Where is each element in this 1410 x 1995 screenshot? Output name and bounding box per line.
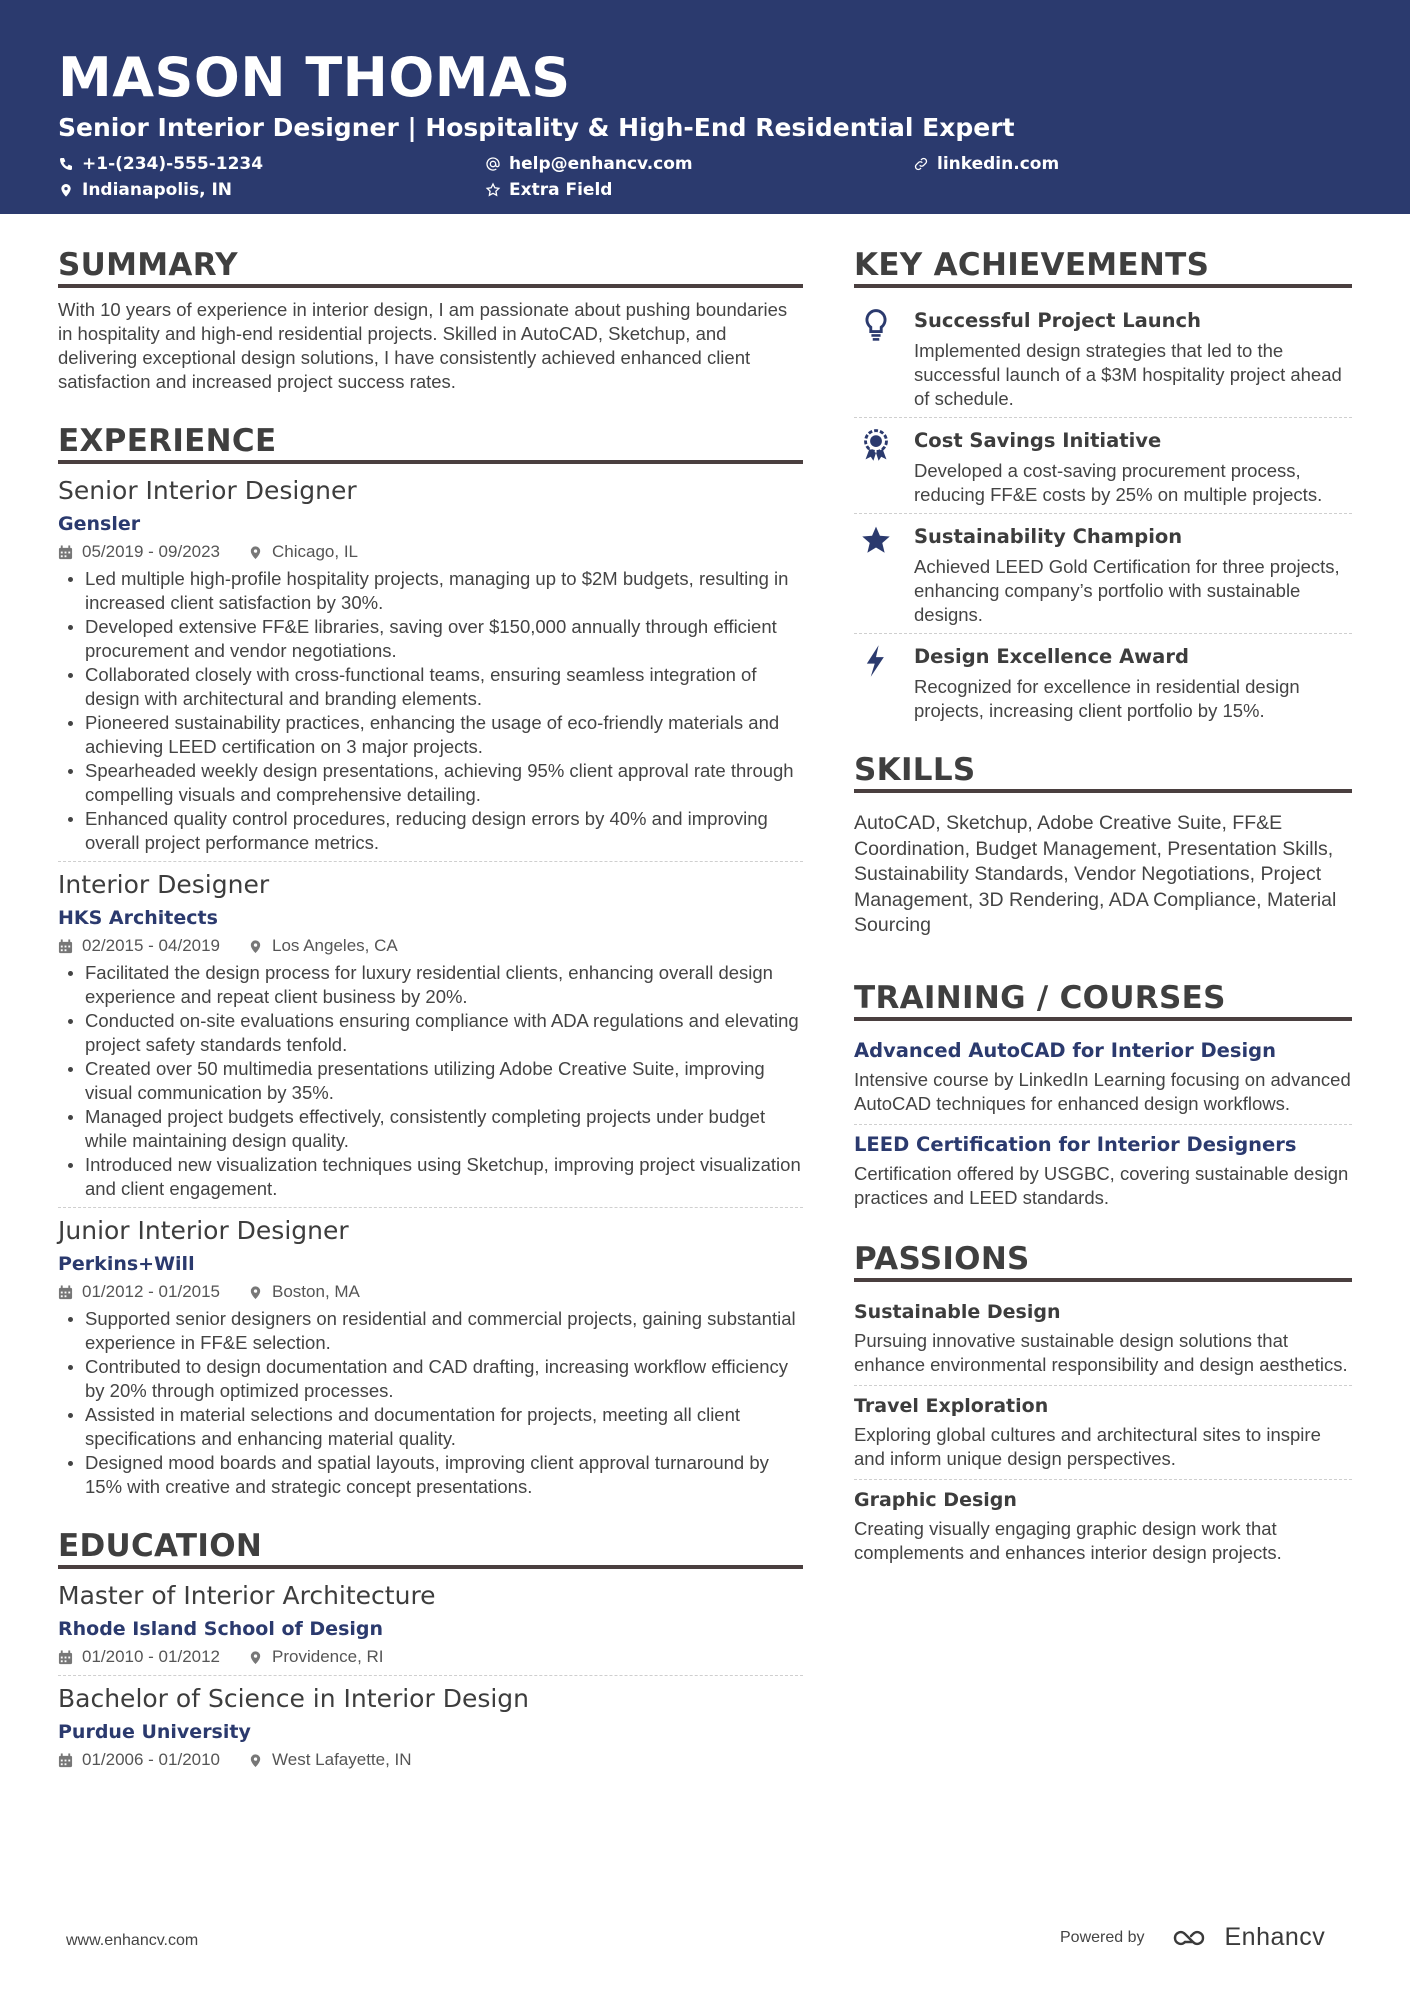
bullet-item: Led multiple high-profile hospitality projects, managing up to $2M budgets, resulting in increased client satisfaction by 30%.	[58, 567, 803, 615]
contact-linkedin[interactable]	[913, 152, 1059, 176]
course-title: LEED Certification for Interior Designers	[854, 1132, 1297, 1156]
job-entry	[58, 474, 803, 861]
education-location-text: West Lafayette, IN	[272, 1750, 412, 1769]
degree-title: Bachelor of Science in Interior Design	[58, 1684, 530, 1713]
passions-title: PASSIONS	[854, 1240, 1352, 1282]
passion-item	[854, 1292, 1352, 1385]
education-dates: 01/2010 - 01/2012	[82, 1647, 221, 1666]
achievement-item	[854, 298, 1352, 417]
summary-text: With 10 years of experience in interior design, I am passionate about pushing boundaries in hospitality and high-end residential projects. Skilled in AutoCAD, Sketchup, and delivering exceptional design solutions, I have consistently achieved enhanced client satisfaction and increased project success rates.	[58, 299, 788, 392]
course-desc: Intensive course by LinkedIn Learning focusing on advanced AutoCAD techniques for enhanced design workflows.	[854, 1068, 1351, 1114]
passions-section	[854, 1240, 1352, 1573]
job-location	[248, 540, 358, 564]
bullet-item: Developed extensive FF&E libraries, saving over $150,000 annually through efficient procurement and vendor negotiations.	[58, 615, 803, 663]
bullet-item: Facilitated the design process for luxury residential clients, enhancing overall design experience and repeat client business by 20%.	[58, 961, 803, 1009]
bullet-item: Created over 50 multimedia presentations utilizing Adobe Creative Suite, improving visual communication by 35%.	[58, 1057, 803, 1105]
footer-branding	[1060, 1923, 1325, 1952]
right-column	[854, 246, 1352, 1573]
school-name: Rhode Island School of Design	[58, 1618, 384, 1640]
experience-title: EXPERIENCE	[58, 422, 803, 464]
lightbulb-icon	[860, 308, 892, 342]
bullet-item: Managed project budgets effectively, consistently completing projects under budget while maintaining design quality.	[58, 1105, 803, 1153]
job-title: Senior Interior Designer	[58, 476, 357, 505]
job-location-text: Boston, MA	[272, 1282, 360, 1301]
passion-title: Travel Exploration	[854, 1394, 1049, 1417]
education-meta	[58, 1645, 803, 1669]
candidate-headline: Senior Interior Designer | Hospitality & High-End Residential Expert	[58, 113, 1015, 142]
location-pin-icon	[248, 1285, 263, 1300]
company-name: HKS Architects	[58, 907, 218, 929]
education-location-text: Providence, RI	[272, 1647, 384, 1666]
brand-name: Enhancv	[1224, 1923, 1326, 1951]
contact-list	[58, 152, 1352, 208]
job-location-text: Los Angeles, CA	[272, 936, 398, 955]
location-pin-icon	[248, 1753, 263, 1768]
calendar-icon	[58, 545, 73, 560]
contact-extra	[485, 178, 612, 202]
job-location	[248, 934, 398, 958]
calendar-icon	[58, 1753, 73, 1768]
achievement-desc: Achieved LEED Gold Certification for three projects, enhancing company’s portfolio with sustainable designs.	[914, 556, 1340, 625]
achievement-desc: Developed a cost-saving procurement process, reducing FF&E costs by 25% on multiple projects.	[914, 460, 1323, 505]
achievements-title: KEY ACHIEVEMENTS	[854, 246, 1352, 288]
course-desc: Certification offered by USGBC, covering sustainable design practices and LEED standards.	[854, 1162, 1349, 1208]
job-location	[248, 1280, 360, 1304]
at-icon	[485, 156, 501, 172]
enhancv-logo[interactable]	[1171, 1923, 1326, 1952]
skills-title: SKILLS	[854, 751, 1352, 793]
bullet-item: Introduced new visualization techniques using Sketchup, improving project visualization and client engagement.	[58, 1153, 803, 1201]
bullet-item: Supported senior designers on residential and commercial projects, gaining substantial experience in FF&E selection.	[58, 1307, 803, 1355]
education-title: EDUCATION	[58, 1527, 803, 1569]
course-item	[854, 1031, 1352, 1124]
calendar-icon	[58, 1285, 73, 1300]
powered-by-text: Powered by	[1060, 1928, 1145, 1946]
calendar-icon	[58, 1650, 73, 1665]
achievement-item	[854, 633, 1352, 729]
summary-title: SUMMARY	[58, 246, 803, 288]
education-location	[248, 1645, 384, 1669]
achievements-section	[854, 246, 1352, 729]
bullet-item: Spearheaded weekly design presentations, achieving 95% client approval rate through compelling visuals and comprehensive detailing.	[58, 759, 803, 807]
achievement-item	[854, 513, 1352, 633]
job-entry	[58, 1207, 803, 1505]
passion-desc: Pursuing innovative sustainable design solutions that enhance environmental responsibility and design aesthetics.	[854, 1329, 1348, 1375]
bullet-item: Assisted in material selections and documentation for projects, meeting all client specifications and enhancing material quality.	[58, 1403, 803, 1451]
link-icon	[913, 156, 929, 172]
job-bullets	[58, 961, 803, 1201]
education-location	[248, 1748, 412, 1772]
star-icon	[860, 524, 892, 558]
job-meta	[58, 1280, 803, 1304]
job-title: Interior Designer	[58, 870, 270, 899]
bullet-item: Contributed to design documentation and CAD drafting, increasing workflow efficiency by 20% through optimized processes.	[58, 1355, 803, 1403]
location-text: Indianapolis, IN	[82, 180, 233, 200]
education-dates: 01/2006 - 01/2010	[82, 1750, 221, 1769]
contact-phone[interactable]	[58, 152, 263, 176]
phone-text: +1-(234)-555-1234	[82, 154, 264, 174]
linkedin-text: linkedin.com	[937, 154, 1060, 174]
achievement-title: Design Excellence Award	[914, 645, 1189, 668]
footer-website[interactable]: www.enhancv.com	[66, 1932, 199, 1949]
bullet-item: Collaborated closely with cross-functional teams, ensuring seamless integration of design with architectural and branding elements.	[58, 663, 803, 711]
contact-email[interactable]	[485, 152, 693, 176]
resume-header	[0, 0, 1410, 214]
company-name: Gensler	[58, 513, 141, 535]
enhancv-logo-icon	[1171, 1926, 1217, 1950]
location-pin-icon	[248, 545, 263, 560]
candidate-name: MASON THOMAS	[58, 46, 571, 109]
bullet-item: Enhanced quality control procedures, reducing design errors by 40% and improving overall project performance metrics.	[58, 807, 803, 855]
skills-section	[854, 751, 1352, 939]
bullet-item: Pioneered sustainability practices, enhancing the usage of eco-friendly materials and achieving LEED certification on 3 major projects.	[58, 711, 803, 759]
left-column	[58, 246, 803, 1778]
achievement-desc: Implemented design strategies that led to the successful launch of a $3M hospitality project ahead of schedule.	[914, 340, 1342, 409]
skills-text: AutoCAD, Sketchup, Adobe Creative Suite, FF&E Coordination, Budget Management, Presentation Skills, Sustainability Standards, Vendor Negotiations, Project Management, 3D Rendering, ADA Compliance, Material Sourcing	[854, 812, 1337, 936]
job-bullets	[58, 1307, 803, 1499]
medal-icon	[860, 428, 892, 462]
job-title: Junior Interior Designer	[58, 1216, 349, 1245]
passion-title: Sustainable Design	[854, 1300, 1061, 1323]
training-title: TRAINING / COURSES	[854, 979, 1352, 1021]
training-section	[854, 979, 1352, 1218]
star-outline-icon	[485, 182, 501, 198]
achievement-title: Successful Project Launch	[914, 309, 1201, 332]
job-dates: 02/2015 - 04/2019	[82, 936, 221, 955]
achievement-item	[854, 417, 1352, 513]
achievement-title: Sustainability Champion	[914, 525, 1183, 548]
achievement-title: Cost Savings Initiative	[914, 429, 1162, 452]
education-entry	[58, 1579, 803, 1675]
job-entry	[58, 861, 803, 1207]
course-item	[854, 1124, 1352, 1218]
bolt-icon	[860, 644, 892, 678]
bullet-item: Conducted on-site evaluations ensuring compliance with ADA regulations and elevating project safety standards tenfold.	[58, 1009, 803, 1057]
job-location-text: Chicago, IL	[272, 542, 359, 561]
job-dates: 05/2019 - 09/2023	[82, 542, 221, 561]
summary-section	[58, 246, 803, 394]
passion-item	[854, 1479, 1352, 1573]
passion-desc: Exploring global cultures and architectural sites to inspire and inform unique design perspectives.	[854, 1423, 1321, 1469]
job-bullets	[58, 567, 803, 855]
job-dates: 01/2012 - 01/2015	[82, 1282, 221, 1301]
degree-title: Master of Interior Architecture	[58, 1581, 436, 1610]
passion-item	[854, 1385, 1352, 1479]
calendar-icon	[58, 939, 73, 954]
job-meta	[58, 934, 803, 958]
achievement-desc: Recognized for excellence in residential design projects, increasing client portfolio by 15%.	[914, 676, 1300, 721]
phone-icon	[58, 156, 74, 172]
email-text: help@enhancv.com	[509, 154, 693, 174]
experience-section	[58, 422, 803, 1505]
education-section	[58, 1527, 803, 1778]
course-title: Advanced AutoCAD for Interior Design	[854, 1038, 1277, 1062]
education-entry	[58, 1675, 803, 1778]
job-meta	[58, 540, 803, 564]
location-pin-icon	[248, 939, 263, 954]
bullet-item: Designed mood boards and spatial layouts, improving client approval turnaround by 15% with creative and strategic concept presentations.	[58, 1451, 803, 1499]
passion-desc: Creating visually engaging graphic design work that complements and enhances interior design projects.	[854, 1517, 1282, 1563]
passion-title: Graphic Design	[854, 1488, 1017, 1511]
extra-text: Extra Field	[509, 180, 613, 200]
company-name: Perkins+Will	[58, 1253, 195, 1275]
location-pin-icon	[58, 182, 74, 198]
location-pin-icon	[248, 1650, 263, 1665]
education-meta	[58, 1748, 803, 1772]
contact-location	[58, 178, 232, 202]
school-name: Purdue University	[58, 1721, 251, 1743]
